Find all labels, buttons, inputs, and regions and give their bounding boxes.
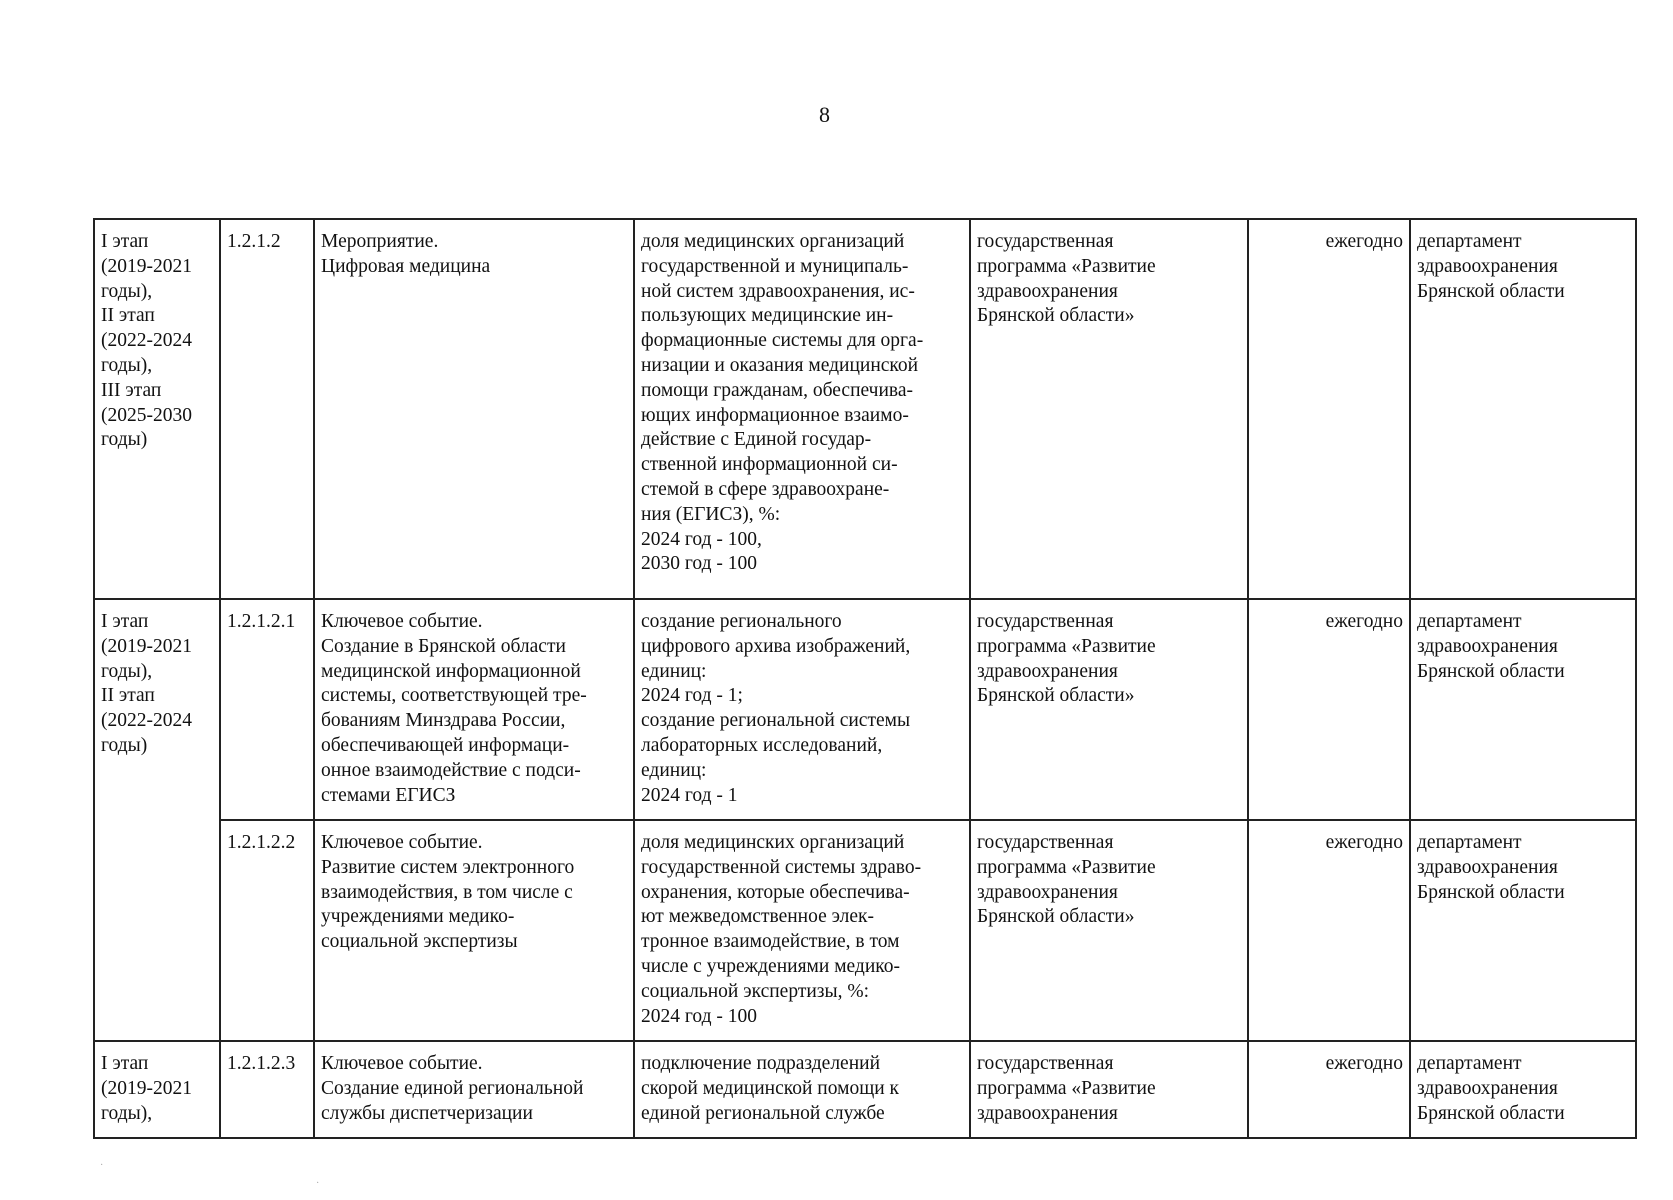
program-cell: государственная программа «Развитие здравоохранения Брянской области» bbox=[970, 820, 1248, 1041]
event-cell: Ключевое событие. Создание единой региональной службы диспетчеризации bbox=[314, 1041, 634, 1138]
table-row bbox=[94, 219, 1636, 599]
table-row bbox=[94, 1041, 1636, 1138]
term-cell: ежегодно bbox=[1248, 219, 1410, 599]
indicator-cell: доля медицинских организаций государственной системы здраво- охранения, которые обеспечива- ют межведомственное элек- тронное взаимодействие, в том числе с учреждениями медико- социальной экспертизы, %: 2024 год - 100 bbox=[634, 820, 970, 1041]
code-cell: 1.2.1.2.3 bbox=[220, 1041, 314, 1138]
indicator-cell: подключение подразделений скорой медицинской помощи к единой региональной службе bbox=[634, 1041, 970, 1138]
program-cell: государственная программа «Развитие здравоохранения bbox=[970, 1041, 1248, 1138]
responsible-cell: департамент здравоохранения Брянской области bbox=[1410, 820, 1636, 1041]
period-cell: I этап (2019-2021 годы), II этап (2022-2024 годы) bbox=[94, 599, 220, 1041]
page-number-text: 8 bbox=[819, 102, 830, 127]
table-row bbox=[94, 599, 1636, 820]
event-cell: Ключевое событие. Создание в Брянской области медицинской информационной системы, соответствующей тре- бованиям Минздрава России, обеспечивающей информаци- онное взаимодействие с подси- стемами ЕГИСЗ bbox=[314, 599, 634, 820]
responsible-cell: департамент здравоохранения Брянской области bbox=[1410, 219, 1636, 599]
plan-table bbox=[93, 218, 1637, 1139]
indicator-cell: создание регионального цифрового архива изображений, единиц: 2024 год - 1; создание региональной системы лабораторных исследований, единиц: 2024 год - 1 bbox=[634, 599, 970, 820]
period-cell: I этап (2019-2021 годы), II этап (2022-2024 годы), III этап (2025-2030 годы) bbox=[94, 219, 220, 599]
period-cell: I этап (2019-2021 годы), bbox=[94, 1041, 220, 1138]
code-cell: 1.2.1.2 bbox=[220, 219, 314, 599]
responsible-cell: департамент здравоохранения Брянской области bbox=[1410, 599, 1636, 820]
page-number bbox=[0, 102, 1673, 128]
term-cell: ежегодно bbox=[1248, 820, 1410, 1041]
code-cell: 1.2.1.2.1 bbox=[220, 599, 314, 820]
program-cell: государственная программа «Развитие здравоохранения Брянской области» bbox=[970, 219, 1248, 599]
term-cell: ежегодно bbox=[1248, 1041, 1410, 1138]
code-cell: 1.2.1.2.2 bbox=[220, 820, 314, 1041]
table-row bbox=[94, 820, 1636, 1041]
term-cell: ежегодно bbox=[1248, 599, 1410, 820]
indicator-cell: доля медицинских организаций государственной и муниципаль- ной систем здравоохранения, ис- пользующих медицинские ин- формационные системы для орга- низации и оказания медицинской помощи гражданам, обеспечива- ющих информационное взаимо- действие с Единой государ- ственной информационной си- стемой в сфере здравоохране- ния (ЕГИСЗ), %: 2024 год - 100, 2030 год - 100 bbox=[634, 219, 970, 599]
scan-speck: · bbox=[100, 1160, 104, 1171]
event-cell: Ключевое событие. Развитие систем электронного взаимодействия, в том числе с учреждениями медико- социальной экспертизы bbox=[314, 820, 634, 1041]
program-cell: государственная программа «Развитие здравоохранения Брянской области» bbox=[970, 599, 1248, 820]
responsible-cell: департамент здравоохранения Брянской области bbox=[1410, 1041, 1636, 1138]
event-cell: Мероприятие. Цифровая медицина bbox=[314, 219, 634, 599]
scan-speck: · bbox=[316, 1178, 320, 1189]
